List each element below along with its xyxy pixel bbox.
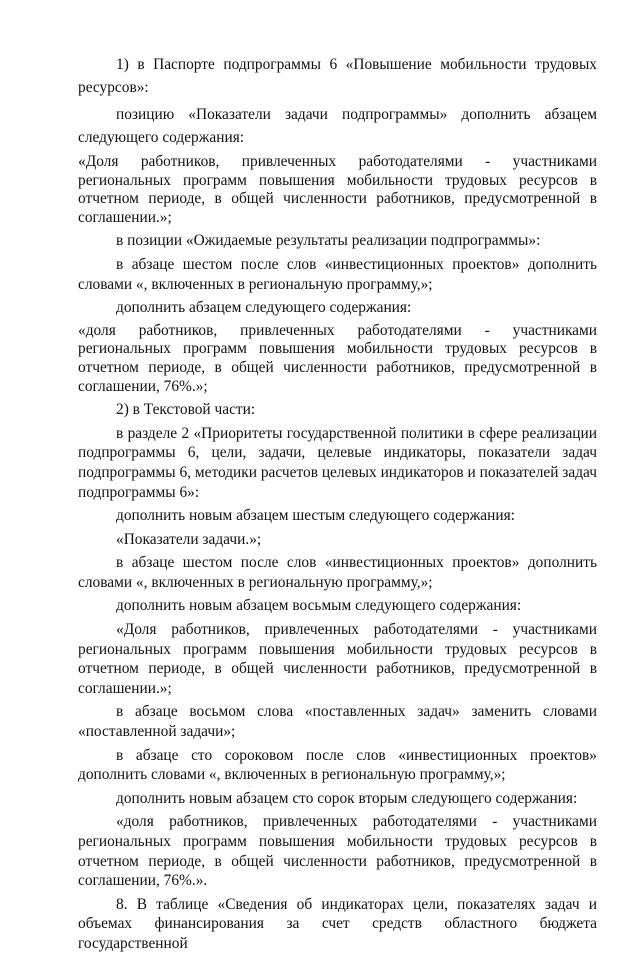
paragraph: в позиции «Ожидаемые результаты реализации подпрограммы»: xyxy=(116,232,541,250)
paragraph: 8. В таблице «Сведения об индикаторах цели, показателях задач и объемах финансирования за счет средств областного бюджета государственной xyxy=(78,895,597,952)
paragraph: «доля работников, привлеченных работодателями - участниками региональных программ повышения мобильности трудовых ресурсов в отчетном периоде, в общей численности работников, предусмотренной в соглашении, 76%.»; xyxy=(78,321,597,395)
paragraph: «доля работников, привлеченных работодателями - участниками региональных программ повышения мобильности трудовых ресурсов в отчетном периоде, в общей численности работников, предусмотренной в соглашении, 76%.». xyxy=(78,813,597,890)
paragraph: 2) в Текстовой части: xyxy=(116,401,256,419)
paragraph: в разделе 2 «Приоритеты государственной политики в сфере реализации подпрограммы 6, цели, задачи, целевые индикаторы, показатели задач подпрограммы 6, методики расчетов целевых индикаторов и показателей задач подпрограммы 6»: xyxy=(78,424,597,501)
paragraph: в абзаце шестом после слов «инвестиционных проектов» дополнить словами «, включенных в региональную программу,»; xyxy=(78,554,597,591)
paragraph: дополнить новым абзацем восьмым следующего содержания: xyxy=(116,597,522,615)
paragraph: в абзаце восьмом слова «поставленных задач» заменить словами «поставленной задачи»; xyxy=(78,703,597,741)
paragraph: дополнить новым абзацем шестым следующего содержания: xyxy=(116,507,515,525)
paragraph: позицию «Показатели задачи подпрограммы» дополнить абзацем следующего содержания: xyxy=(78,106,597,146)
paragraph: в абзаце шестом после слов «инвестиционных проектов» дополнить словами «, включенных в региональную программу,»; xyxy=(78,255,597,293)
paragraph: «Показатели задачи.»; xyxy=(116,530,262,548)
paragraph: дополнить новым абзацем сто сорок вторым следующего содержания: xyxy=(116,789,578,807)
paragraph: «Доля работников, привлеченных работодателями - участниками региональных программ повышения мобильности трудовых ресурсов в отчетном периоде, в общей численности работников, предусмотренной в соглашении.»; xyxy=(78,621,597,697)
paragraph: в абзаце сто сороковом после слов «инвестиционных проектов» дополнить словами «, включенных в региональную программу,»; xyxy=(78,746,597,784)
paragraph: «Доля работников, привлеченных работодателями - участниками региональных программ повышения мобильности трудовых ресурсов в отчетном периоде, в общей численности работников, предусмотренной в соглашении.»; xyxy=(78,153,597,226)
paragraph: 1) в Паспорте подпрограммы 6 «Повышение мобильности трудовых ресурсов»: xyxy=(78,56,597,96)
document-page xyxy=(78,53,597,958)
paragraph: дополнить абзацем следующего содержания: xyxy=(116,299,412,317)
